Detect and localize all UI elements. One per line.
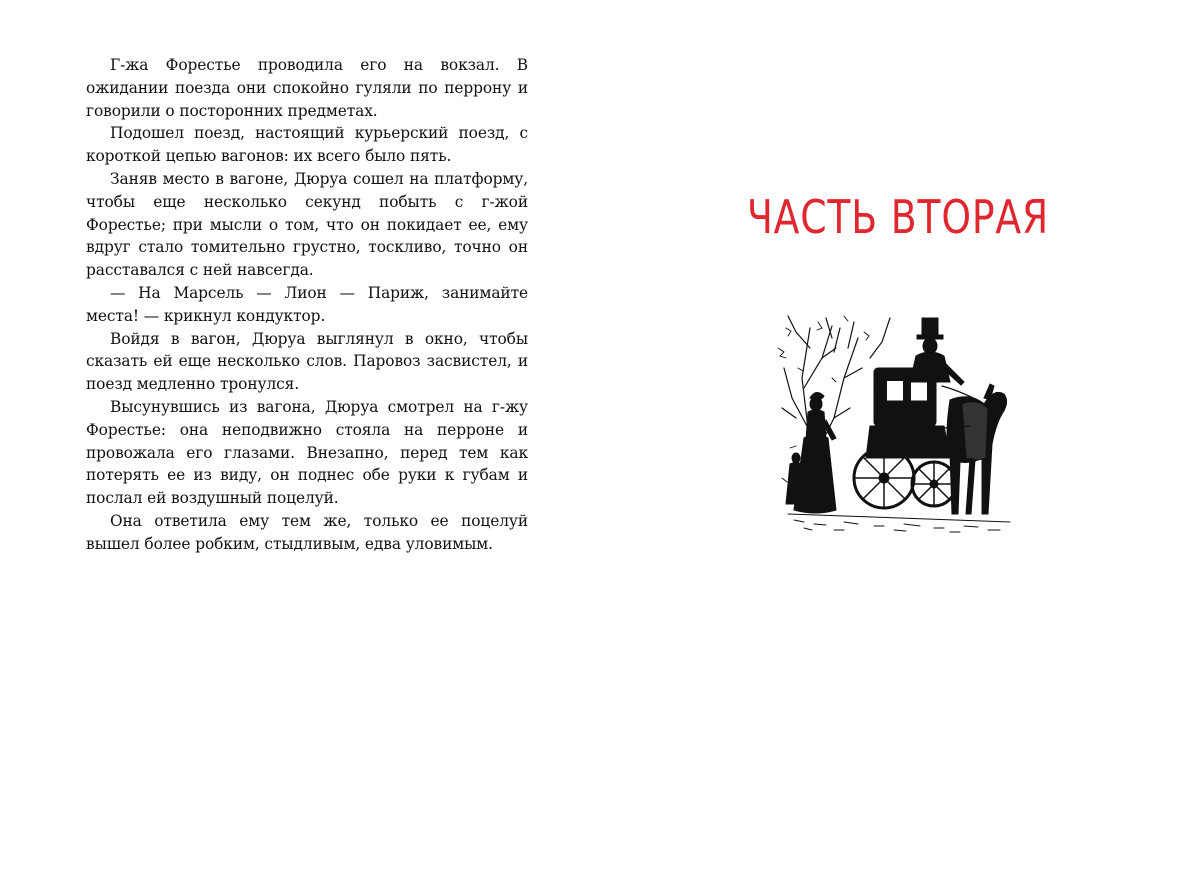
paragraph: Заняв место в вагоне, Дюруа сошел на платформу, чтобы еще несколько секунд побыть с г-жой Форестье; при мысли о том, что он покидает ее, ему вдруг стало томительно грустно, тоскливо, точно он расставался с ней навсегда. <box>86 169 528 280</box>
carriage-illustration <box>774 308 1020 536</box>
paragraph: — На Марсель — Лион — Париж, занимайте места! — крикнул кондуктор. <box>86 283 528 325</box>
right-page <box>600 0 1200 875</box>
paragraph: Подошел поезд, настоящий курьерский поезд, с короткой цепью вагонов: их всего было пять. <box>86 124 528 166</box>
paragraph: Она ответила ему тем же, только ее поцелуй вышел более робким, стыдливым, едва уловимым. <box>86 511 528 553</box>
paragraph: Г-жа Форестье проводила его на вокзал. В ожидании поезда они спокойно гуляли по перрону и говорили о посторонних предметах. <box>86 56 528 120</box>
paragraph: Войдя в вагон, Дюруа выглянул в окно, чтобы сказать ей еще несколько слов. Паровоз засвистел, и поезд медленно тронулся. <box>86 329 528 394</box>
chapter-text <box>86 54 528 556</box>
paragraph: Высунувшись из вагона, Дюруа смотрел на г-жу Форестье: она неподвижно стояла на перроне и провожала его глазами. Внезапно, перед тем как потерять ее из виду, он поднес обе руки к губам и послал ей воздушный поцелуй. <box>86 397 528 508</box>
part-title: ЧАСТЬ ВТОРАЯ <box>746 190 1050 244</box>
